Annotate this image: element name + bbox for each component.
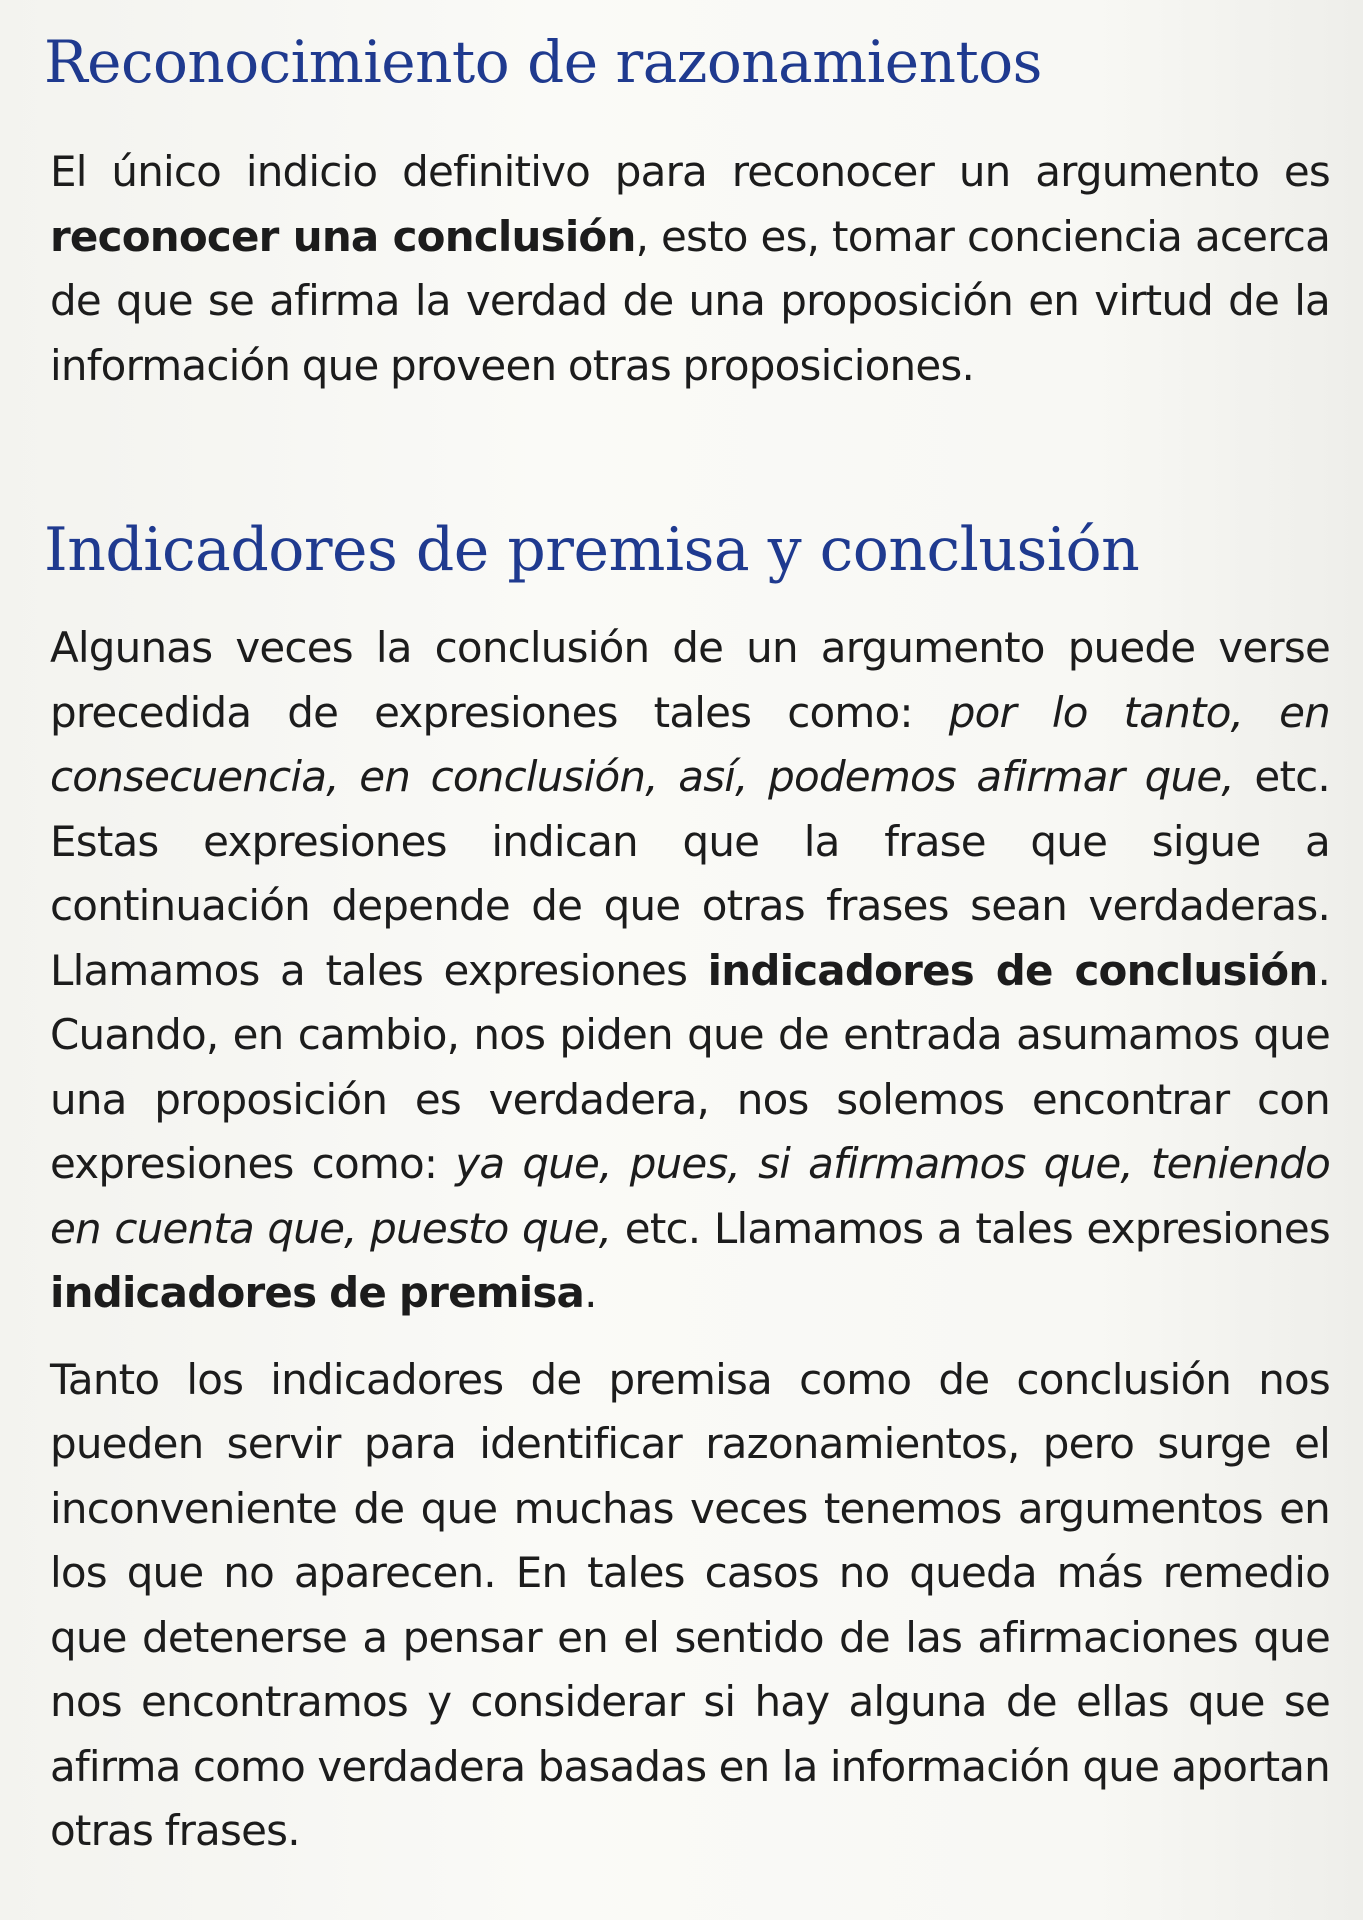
paragraph-text: etc. Estas expresiones indican que la frase que sigue a continuación depende de que otras frases sean verdaderas. Llamamos a tales expresiones [50,752,1330,995]
paragraph-text: . [584,1268,597,1317]
bold-term-reconocer-conclusion: reconocer una conclusión [50,211,636,261]
paragraph-text: etc. Llamamos a tales expresiones [611,1203,1330,1253]
paragraph-reconocimiento [50,140,1330,398]
paragraph-text: , esto es, tomar conciencia acerca de que se afirma la verdad de una proposición en virtud de la información que proveen otras proposiciones. [50,211,1331,390]
italic-premise-examples: ya que, pues, si afirmamos que, teniendo en cuenta que, puesto que, [50,1139,1330,1253]
paragraph-text: Algunas veces la conclusión de un argumento puede verse precedida de expresiones tales como: [50,623,1330,737]
section-heading-indicadores: Indicadores de premisa y conclusión [44,515,1140,585]
bold-term-indicadores-premisa: indicadores de premisa [50,1268,585,1317]
paragraph-tanto-los-indicadores: Tanto los indicadores de premisa como de conclusión nos pueden servir para identificar razonamientos, pero surge el inconveniente de que muchas veces tenemos argumentos en los que no aparecen. En tales casos no queda más remedio que detenerse a pensar en el sentido de las afirmaciones que nos encontramos y considerar si hay alguna de ellas que se afirma como verdadera basadas en la información que aportan otras frases. [50,1354,1330,1855]
section-heading-reconocimiento: Reconocimiento de razonamientos [44,28,1042,96]
paragraph-text: . Cuando, en cambio, nos piden que de entrada asumamos que una proposición es verdadera, nos solemos encontrar con expresiones como: [50,945,1331,1188]
paragraph-text: El único indicio definitivo para reconocer un argumento es [50,147,1330,196]
document-content [44,22,1331,1864]
bold-term-indicadores-conclusion: indicadores de conclusión [707,945,1318,995]
italic-conclusion-examples: por lo tanto, en consecuencia, en conclusión, así, podemos afirmar que, [50,687,1330,801]
paragraph-indicadores [50,616,1330,1326]
